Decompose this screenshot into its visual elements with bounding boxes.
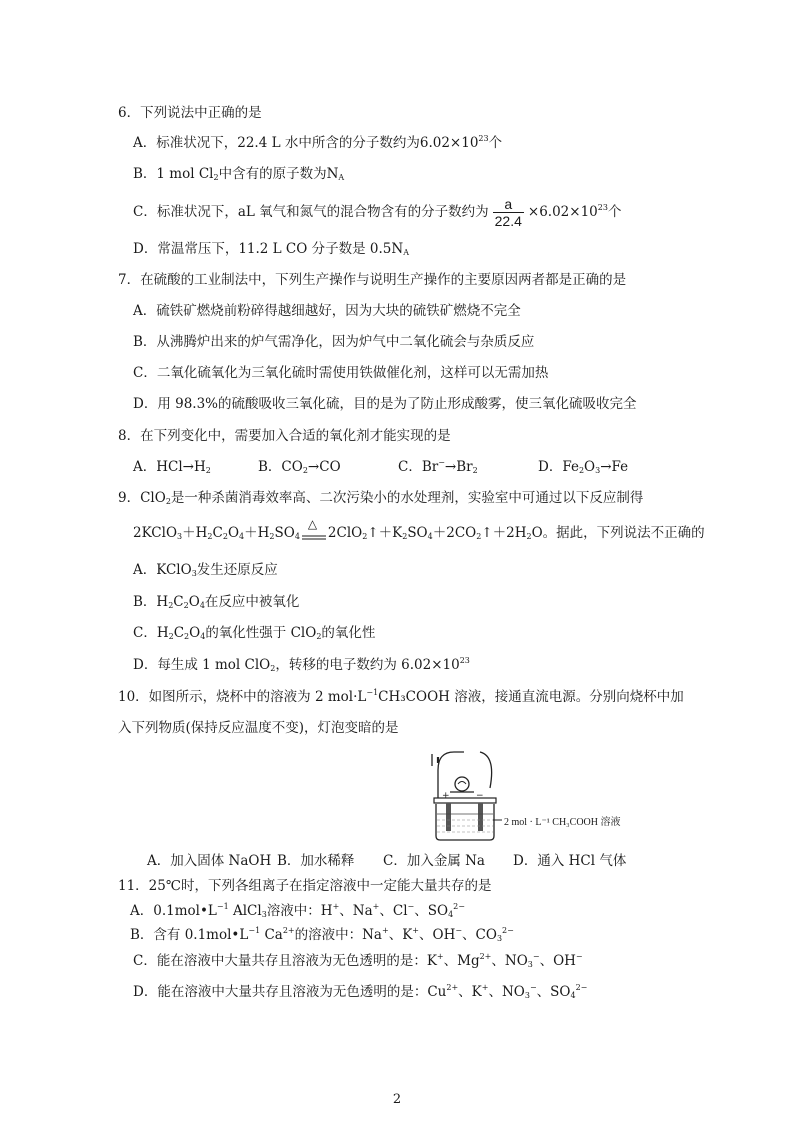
q7-option-d: D．用 98.3%的硫酸吸收三氧化硫，目的是为了防止形成酸雾，使三氧化硫吸收完全 [133, 396, 637, 412]
q9-option-d: D．每生成 1 mol ClO$_2$，转移的电子数约为 $6.02\times 10^{23}$ [133, 656, 470, 673]
q7-stem: 7．在硫酸的工业制法中，下列生产操作与说明生产操作的主要原因两者都是正确的是 [118, 272, 627, 288]
q10-option-a: A．加入固体 NaOH [147, 853, 272, 869]
q8-option-c: C．$Br^-\to Br_2$ [398, 458, 478, 475]
q6-stem: 6．下列说法中正确的是 [118, 105, 262, 121]
q11-stem: 11．25℃时，下列各组离子在指定溶液中一定能大量共存的是 [118, 878, 492, 894]
q11-option-d: D．能在溶液中大量共存且溶液为无色透明的是：$Cu^{2+}$、K+、$NO_3^-$、$SO_4^{2-}$ [133, 983, 588, 1000]
q10-option-d: D．通入 HCl 气体 [513, 853, 627, 869]
q8-option-b: B．$CO_2\to CO$ [258, 459, 341, 475]
q6-option-a: A．标准状况下，22.4 L 水中所含的分子数约为$6.02\times 10^{23}$个 [133, 134, 503, 151]
bulb-icon [455, 777, 469, 791]
q7-option-b: B．从沸腾炉出来的炉气需净化，因为炉气中二氧化硫会与杂质反应 [133, 334, 535, 350]
q9-option-b: B．$H_2C_2O_4$在反应中被氧化 [133, 594, 300, 610]
q10-stem-line1: 10．如图所示，烧杯中的溶液为 2 $mol\cdot L^{-1}CH_3COOH$ 溶液，接通直流电源。分别向烧杯中加 [118, 688, 684, 705]
fraction-a-over-22-4: $\frac{a}{22.4}$ [494, 196, 522, 229]
q10-stem-line2: 入下列物质(保持反应温度不变)，灯泡变暗的是 [118, 720, 399, 736]
q9-stem: 9．ClO$_2$是一种杀菌消毒效率高、二次污染小的水处理剂，实验室中可通过以下反应制得 [118, 490, 644, 506]
electrolysis-apparatus-figure [420, 748, 620, 843]
q6-option-d: D．常温常压下，11.2 L CO 分子数是 $0.5N_A$ [133, 241, 409, 257]
page-number: 2 [392, 1092, 402, 1107]
svg-text:+: + [442, 791, 450, 801]
q11-option-b: B．含有 $0.1mol•L^{-1}$ $Ca^{2+}$的溶液中：Na+、K+、OH−、$CO_3^{2-}$ [130, 926, 514, 943]
q6-option-c: C．标准状况下，aL 氧气和氮气的混合物含有的分子数约为 $\frac{a}{22.4}$ $\times 6.02\times 10^{23}$个 [133, 196, 622, 229]
q10-option-c: C．加入金属 Na [383, 853, 485, 869]
q8-stem: 8．在下列变化中，需要加入合适的氧化剂才能实现的是 [118, 428, 451, 444]
q7-option-c: C．二氧化硫氧化为三氧化硫时需使用铁做催化剂，这样可以无需加热 [133, 365, 549, 381]
q10-option-b: B．加水稀释 [277, 853, 355, 869]
q7-option-a: A．硫铁矿燃烧前粉碎得越细越好，因为大块的硫铁矿燃烧不完全 [133, 303, 521, 319]
beaker-circuit-diagram [420, 748, 620, 843]
svg-text:−: − [476, 791, 484, 801]
q11-option-a: A．$0.1mol•L^{-1}$ AlCl$_3$溶液中：H+、Na+、Cl−、$SO_4^{2-}$ [130, 902, 465, 919]
q9-option-a: A．KClO$_3$发生还原反应 [133, 562, 278, 578]
q6-option-b: B．1 mol $Cl_2$中含有的原子数为$N_A$ [133, 166, 345, 182]
q9-option-c: C．$H_2C_2O_4$的氧化性强于 ClO$_2$的氧化性 [133, 625, 376, 641]
q8-option-a: A．$HCl\to H_2$ [133, 459, 211, 475]
heating-arrow-icon: △ [307, 516, 318, 531]
q8-option-d: D．$Fe_2O_3\to Fe$ [538, 459, 629, 475]
q11-option-c: C．能在溶液中大量共存且溶液为无色透明的是：K+、$Mg^{2+}$、$NO_3^-$、OH− [133, 952, 583, 969]
solution-label: 2 mol · L⁻¹ CH₃COOH 溶液 [504, 817, 621, 828]
q9-equation: $2KClO_3+H_2C_2O_4+H_2SO_4$ △ $2ClO_2↑+K_2SO_4+2CO_2↑+2H_2O$。据此，下列说法不正确的 [133, 516, 705, 541]
